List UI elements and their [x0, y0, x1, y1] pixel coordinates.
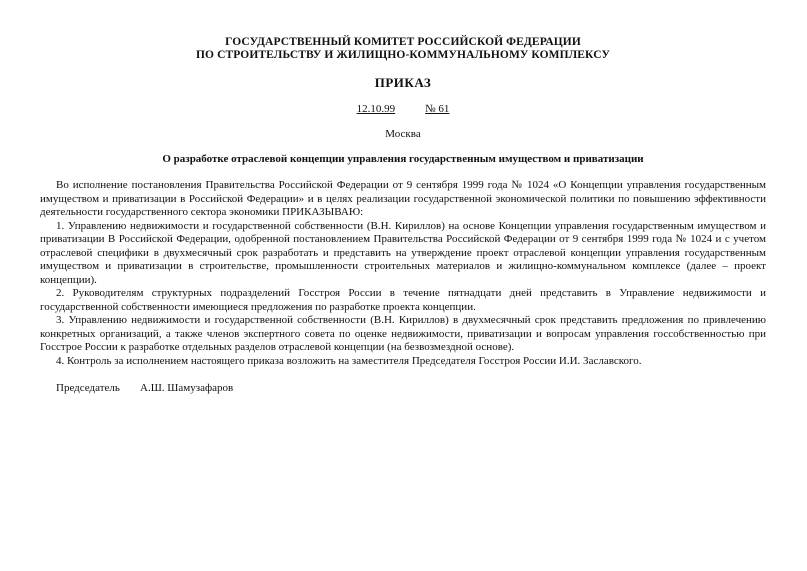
paragraph-item-1: 1. Управлению недвижимости и государственной собственности (В.Н. Кириллов) на основе Концепции управления государственным имуществом и приватизации В Российской Федерации, одобренной постановлением Правительства Российской Федерации от 9 сентября 1999 года № 1024 и с учетом отраслевой специфики в двухмесячный срок разработать и представить на утверждение проект отраслевой концепции управления государственным имуществом и приватизации в строительстве, промышленности строительных материалов и жилищно-коммунальном комплексе (далее – проект концепции). — [40, 219, 766, 286]
signatory-role: Председатель — [56, 382, 120, 394]
document-number: № 61 — [425, 103, 450, 115]
signatory-name: А.Ш. Шамузафаров — [140, 382, 234, 394]
paragraph-preamble: Во исполнение постановления Правительства Российской Федерации от 9 сентября 1999 года № 1024 «О Концепции управления государственным имуществом и приватизации в Российской Федерации» и в целях реализации государственной экономической политики по повышению эффективности деятельности государственного сектора экономики ПРИКАЗЫВАЮ: — [40, 179, 766, 218]
signature-block — [40, 382, 766, 394]
document-body — [40, 179, 766, 368]
date-number-line — [40, 103, 766, 115]
paragraph-item-3: 3. Управлению недвижимости и государственной собственности (В.Н. Кириллов) в двухмесячный срок представить предложения по привлечению конкретных организаций, а также членов экспертного совета по оценке недвижимости, приватизации и вопросам управления госсобственностью при Госстрое России к разработке отдельных разделов отраслевой концепции (на безвозмездной основе). — [40, 314, 766, 353]
document-subject: О разработке отраслевой концепции управления государственным имуществом и приватизации — [162, 153, 644, 165]
organization-line-2: ПО СТРОИТЕЛЬСТВУ И ЖИЛИЩНО-КОММУНАЛЬНОМУ КОМПЛЕКСУ — [196, 49, 610, 61]
document-page — [40, 36, 766, 394]
document-date: 12.10.99 — [356, 103, 396, 115]
organization-line-1: ГОСУДАРСТВЕННЫЙ КОМИТЕТ РОССИЙСКОЙ ФЕДЕРАЦИИ — [225, 36, 581, 48]
paragraph-item-2: 2. Руководителям структурных подразделений Госстроя России в течение пятнадцати дней представить в Управление недвижимости и государственной собственности имеющиеся предложения по разработке проекта концепции. — [40, 287, 766, 313]
paragraph-item-4: 4. Контроль за исполнением настоящего приказа возложить на заместителя Председателя Госстроя России И.И. Заславского. — [56, 354, 642, 367]
organization-header — [40, 36, 766, 62]
document-type: ПРИКАЗ — [374, 75, 432, 90]
document-city: Москва — [385, 128, 421, 140]
